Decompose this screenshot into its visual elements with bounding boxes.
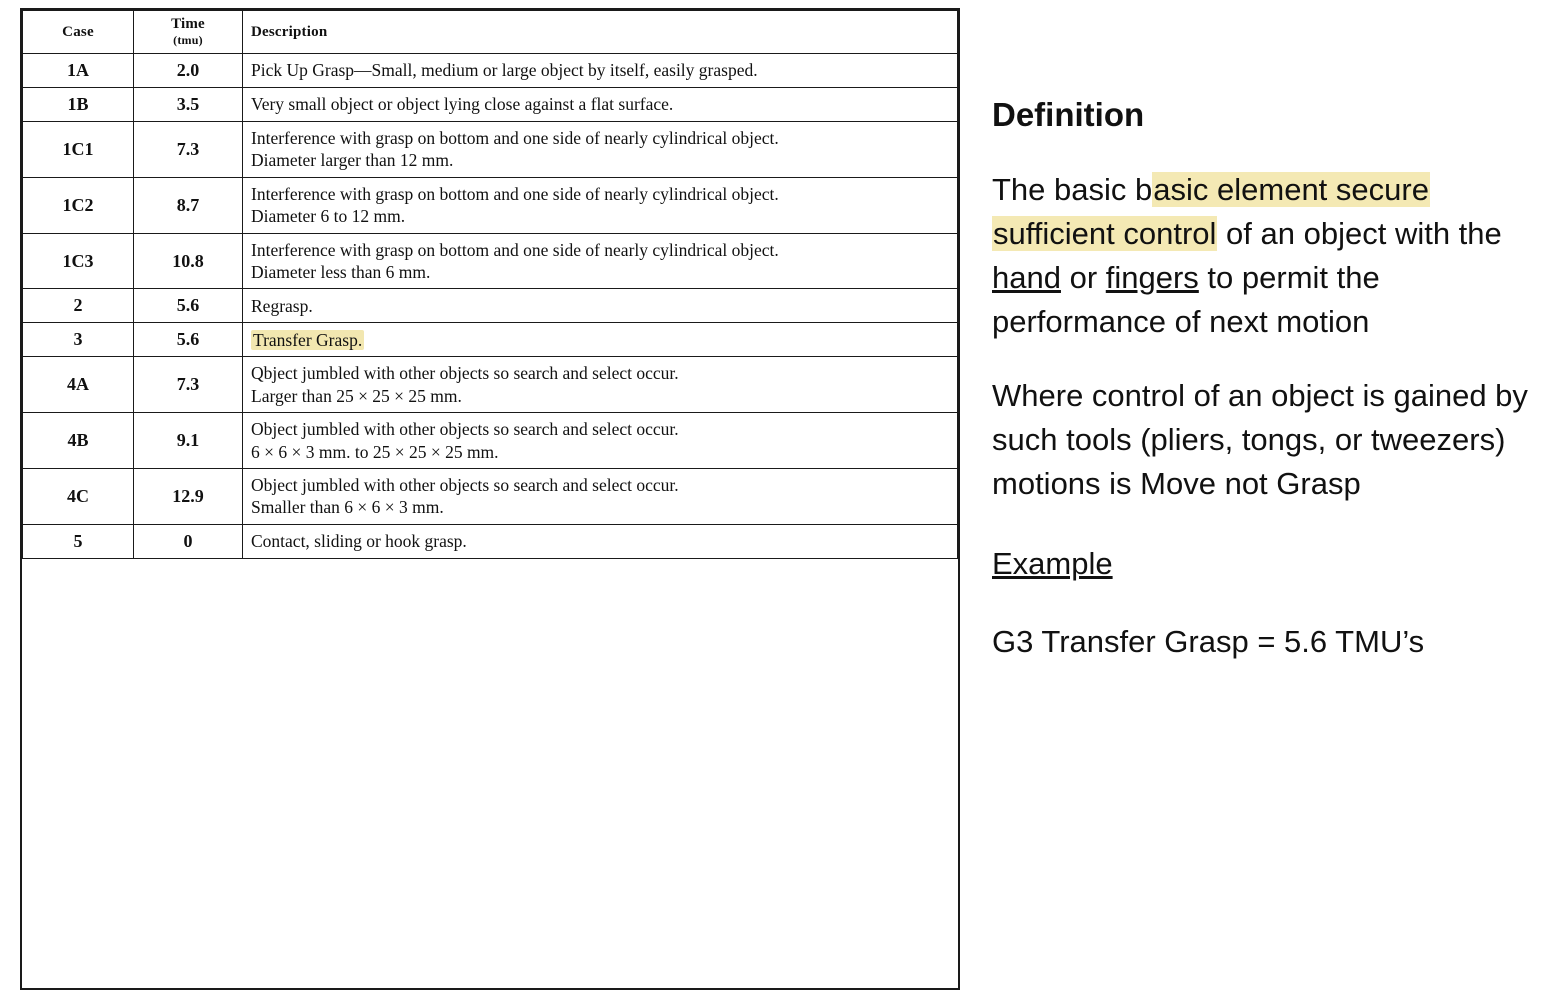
cell-time: 9.1 <box>134 413 243 469</box>
cell-description <box>243 469 958 525</box>
cell-case: 5 <box>23 524 134 558</box>
description-line-1-highlighted: Transfer Grasp. <box>253 329 363 350</box>
description-line-1: Object jumbled with other objects so search and select occur. <box>251 419 679 440</box>
example-line: G3 Transfer Grasp = 5.6 TMU’s <box>992 624 1425 660</box>
description-line-1: Very small object or object lying close against a flat surface. <box>251 94 674 115</box>
table-header <box>23 11 958 54</box>
definition-highlight-2: sufficient control <box>993 216 1217 252</box>
column-header-time-unit: (tmu) <box>173 33 203 47</box>
cell-case: 1A <box>23 54 134 88</box>
definition-text-b: of an object with the <box>1217 216 1502 252</box>
example-heading: Example <box>992 546 1113 582</box>
table-row <box>23 357 958 413</box>
column-header-case: Case <box>23 11 134 54</box>
cell-case: 4A <box>23 357 134 413</box>
table-body <box>23 54 958 559</box>
description-line-1: Qbject jumbled with other objects so search and select occur. <box>251 363 679 384</box>
description-line-1: Interference with grasp on bottom and one side of nearly cylindrical object. <box>251 183 779 204</box>
table-row <box>23 469 958 525</box>
table-row <box>23 413 958 469</box>
cell-time: 5.6 <box>134 289 243 323</box>
column-header-time <box>134 11 243 54</box>
cell-description <box>243 177 958 233</box>
cell-case: 1C2 <box>23 177 134 233</box>
definition-text-c: or <box>1060 260 1106 296</box>
table-row-transfer-grasp <box>23 323 958 357</box>
mtm-grasp-table <box>22 10 958 559</box>
cell-case: 1C1 <box>23 122 134 178</box>
cell-case: 3 <box>23 323 134 357</box>
cell-description <box>243 122 958 178</box>
description-line-2: Smaller than 6 × 6 × 3 mm. <box>251 497 444 518</box>
cell-description <box>243 357 958 413</box>
table-row <box>23 177 958 233</box>
description-line-1: Pick Up Grasp—Small, medium or large object by itself, easily grasped. <box>251 60 758 81</box>
cell-case: 4C <box>23 469 134 525</box>
definition-text-d: to permit the performance of next motion <box>992 260 1380 340</box>
description-line-1: Interference with grasp on bottom and one side of nearly cylindrical object. <box>251 239 779 260</box>
cell-time: 5.6 <box>134 323 243 357</box>
definition-underline-hand: hand <box>992 260 1061 296</box>
table-row <box>23 233 958 289</box>
cell-case: 4B <box>23 413 134 469</box>
description-line-1: Object jumbled with other objects so search and select occur. <box>251 475 679 496</box>
cell-description <box>243 413 958 469</box>
cell-case: 2 <box>23 289 134 323</box>
column-header-description: Description <box>243 11 958 54</box>
table-header-row <box>23 11 958 54</box>
table-row <box>23 88 958 122</box>
definition-text-a: The basic b <box>992 172 1153 207</box>
cell-case: 1B <box>23 88 134 122</box>
description-line-1: Interference with grasp on bottom and one side of nearly cylindrical object. <box>251 128 779 149</box>
table-row <box>23 122 958 178</box>
notes-panel <box>992 96 1552 664</box>
description-line-2: Diameter 6 to 12 mm. <box>251 206 406 227</box>
description-line-2: Diameter larger than 12 mm. <box>251 150 454 171</box>
table-row <box>23 289 958 323</box>
definition-heading: Definition <box>992 96 1145 133</box>
cell-time: 3.5 <box>134 88 243 122</box>
definition-underline-fingers: fingers <box>1105 260 1199 296</box>
cell-time: 12.9 <box>134 469 243 525</box>
table-row <box>23 524 958 558</box>
cell-description <box>243 233 958 289</box>
mtm-grasp-table-scan <box>20 8 960 990</box>
definition-paragraph-2: Where control of an object is gained by such tools (pliers, tongs, or tweezers) motions is Move not Grasp <box>992 378 1528 502</box>
table-row <box>23 54 958 88</box>
description-line-2: Larger than 25 × 25 × 25 mm. <box>251 385 462 406</box>
cell-case: 1C3 <box>23 233 134 289</box>
cell-time: 10.8 <box>134 233 243 289</box>
cell-description <box>243 323 958 357</box>
cell-time: 2.0 <box>134 54 243 88</box>
cell-time: 0 <box>134 524 243 558</box>
cell-description <box>243 54 958 88</box>
description-line-2: Diameter less than 6 mm. <box>251 262 431 283</box>
cell-time: 7.3 <box>134 122 243 178</box>
cell-description <box>243 524 958 558</box>
cell-time: 7.3 <box>134 357 243 413</box>
description-line-1: Regrasp. <box>251 295 313 316</box>
description-line-2: 6 × 6 × 3 mm. to 25 × 25 × 25 mm. <box>251 441 499 462</box>
cell-description <box>243 289 958 323</box>
definition-highlight-1: asic element secure <box>1153 172 1429 207</box>
definition-paragraph-1 <box>992 168 1552 344</box>
cell-time: 8.7 <box>134 177 243 233</box>
description-line-1: Contact, sliding or hook grasp. <box>251 531 467 552</box>
column-header-time-label: Time <box>171 16 205 32</box>
cell-description <box>243 88 958 122</box>
